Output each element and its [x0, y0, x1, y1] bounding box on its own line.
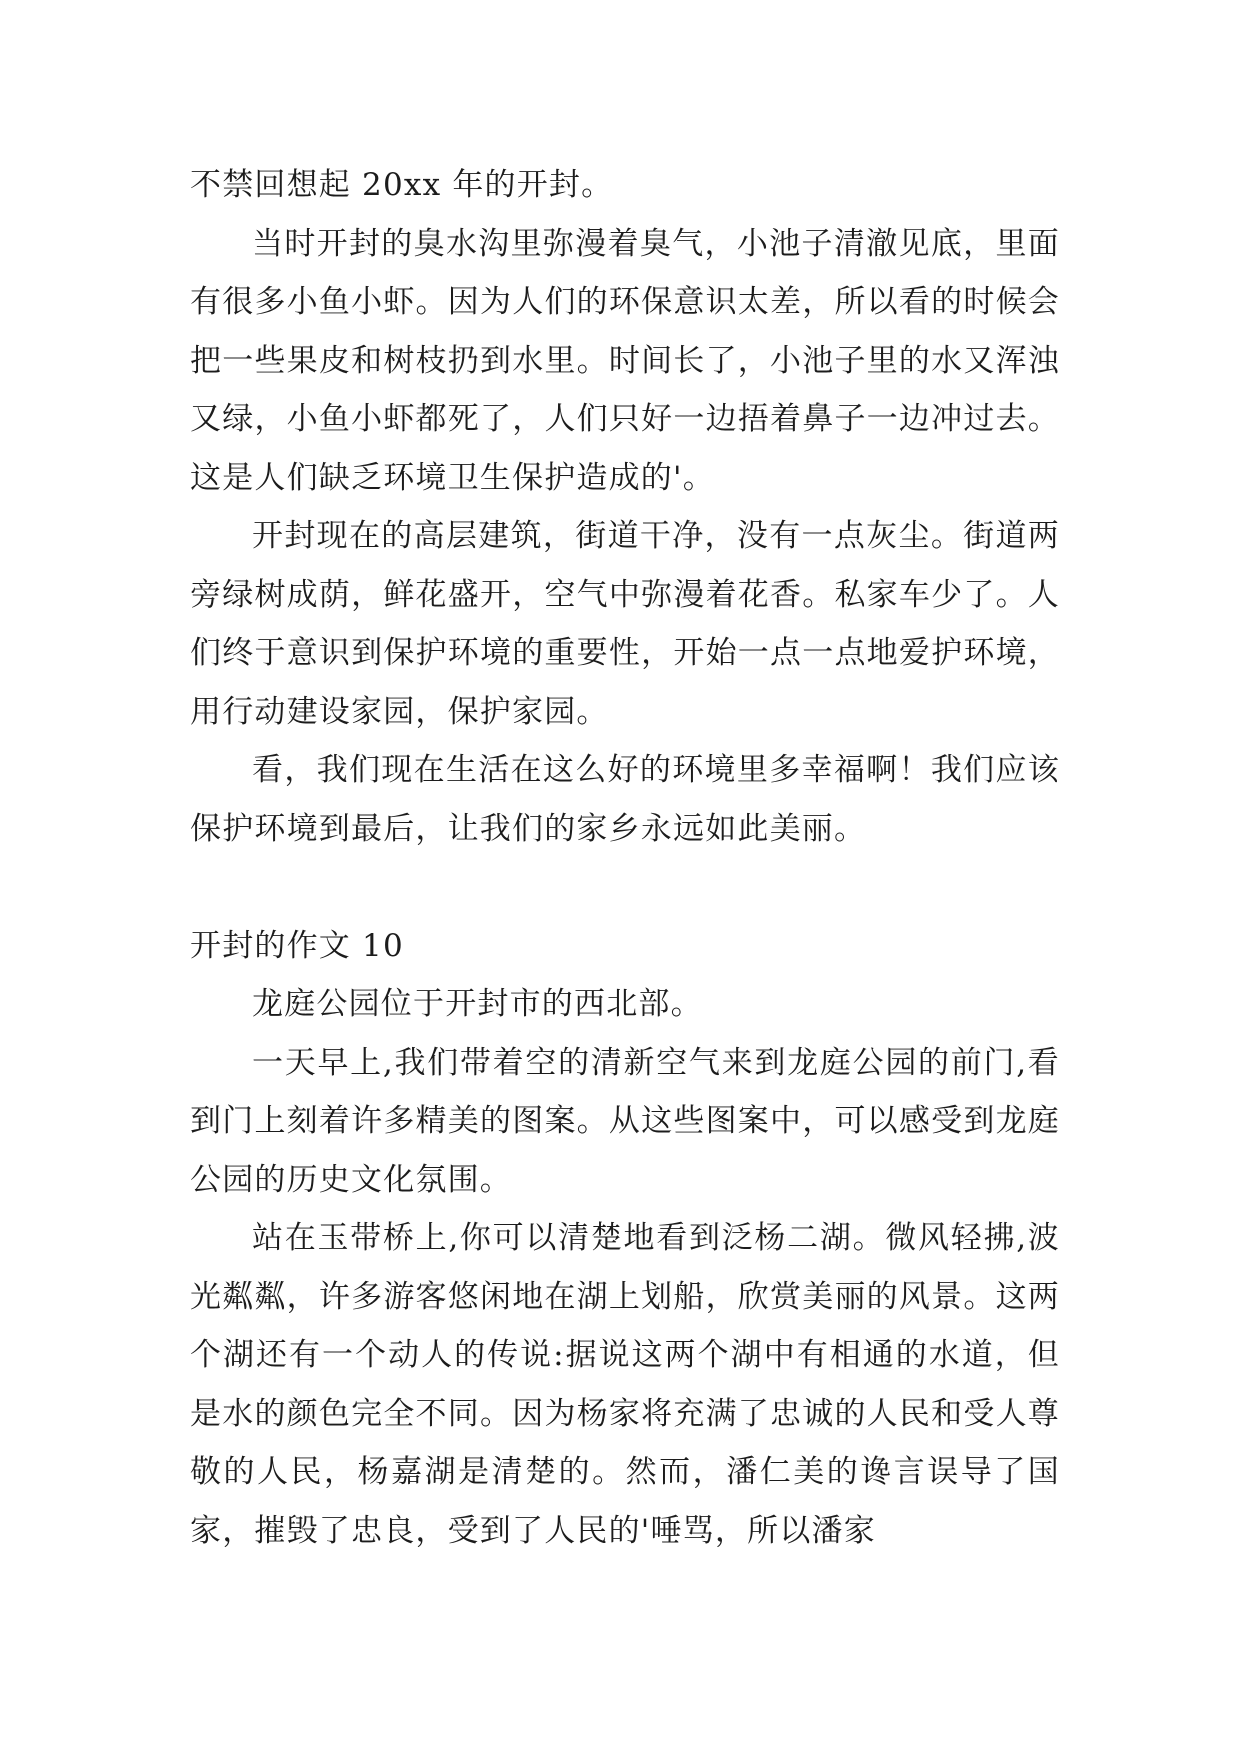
- section-heading: 开封的作文 10: [190, 927, 404, 964]
- paragraph-continuation: 不禁回想起 20xx 年的开封。: [190, 167, 614, 203]
- paragraph-conclusion: 看，我们现在生活在这么好的环境里多幸福啊！我们应该保护环境到最后，让我们的家乡永远如此美丽。: [190, 752, 1060, 847]
- paragraph-park-gate: 一天早上,我们带着空的清新空气来到龙庭公园的前门,看到门上刻着许多精美的图案。从这些图案中，可以感受到龙庭公园的历史文化氛围。: [190, 1044, 1060, 1198]
- paragraph-past-description: 当时开封的臭水沟里弥漫着臭气，小池子清澈见底，里面有很多小鱼小虾。因为人们的环保意识太差，所以看的时候会把一些果皮和树枝扔到水里。时间长了，小池子里的水又浑浊又绿，小鱼小虾都死了，人们只好一边捂着鼻子一边冲过去。这是人们缺乏环境卫生保护造成的'。: [190, 225, 1060, 496]
- paragraph-park-location: 龙庭公园位于开封市的西北部。: [252, 986, 703, 1022]
- paragraph-present-description: 开封现在的高层建筑，街道干净，没有一点灰尘。街道两旁绿树成荫，鲜花盛开，空气中弥漫着花香。私家车少了。人们终于意识到保护环境的重要性，开始一点一点地爱护环境，用行动建设家园，保护家园。: [190, 518, 1060, 730]
- paragraph-bridge-lakes: 站在玉带桥上,你可以清楚地看到泛杨二湖。微风轻拂,波光粼粼，许多游客悠闲地在湖上划船，欣赏美丽的风景。这两个湖还有一个动人的传说:据说这两个湖中有相通的水道，但是水的颜色完全不同。因为杨家将充满了忠诚的人民和受人尊敬的人民，杨嘉湖是清楚的。然而，潘仁美的谗言误导了国家，摧毁了忠良，受到了人民的'唾骂，所以潘家: [190, 1220, 1060, 1549]
- document-body: [190, 156, 1060, 1560]
